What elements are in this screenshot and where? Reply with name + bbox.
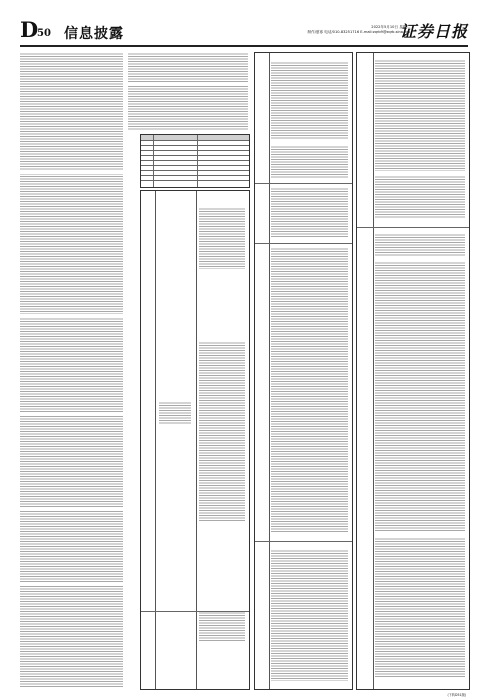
date-line: 2022年5月10日 星期二: [371, 25, 410, 29]
disclosure-table-4: [356, 52, 470, 690]
summary-table: [140, 134, 250, 188]
disclosure-table-2: [140, 190, 250, 690]
disclosure-table-3: [254, 52, 353, 690]
text-column-2-top: [128, 52, 248, 130]
section-title: 信息披露: [64, 26, 124, 42]
contact-line: 制作/夏寒 电话/010-83251716 E-mail:zqrb9@zqrb.sina.net: [307, 30, 410, 34]
masthead-meta: [308, 25, 410, 35]
masthead: [20, 17, 468, 42]
page-letter: D: [20, 17, 39, 42]
text-lines: [20, 52, 123, 688]
masthead-rule: [20, 45, 468, 47]
continued-note: (下转D51版): [447, 693, 466, 697]
newspaper-logo: 证券日报: [399, 22, 468, 41]
page-number: 50: [37, 28, 51, 39]
text-column-1: [20, 52, 123, 688]
